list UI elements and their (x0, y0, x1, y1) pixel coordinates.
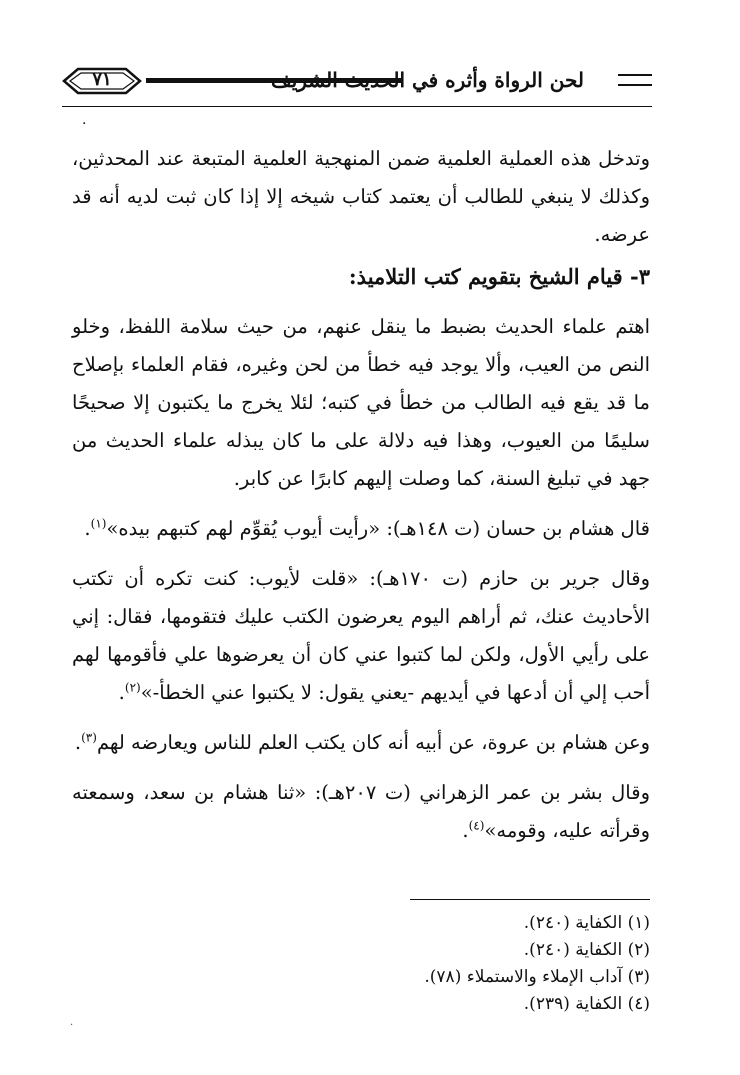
footnote-separator (410, 899, 650, 900)
scan-mark: · (70, 1020, 74, 1031)
footnote: (٣) آداب الإملاء والاستملاء (٧٨). (424, 967, 650, 987)
quote-paragraph (72, 774, 650, 850)
running-header (62, 66, 652, 110)
period: . (74, 731, 82, 754)
footnote-ref: (١) (90, 516, 107, 531)
header-ornament-dash (618, 74, 652, 86)
margin-mark: · (82, 116, 87, 132)
header-title: لحن الرواة وأثره في الحديث الشريف (270, 68, 584, 92)
section-heading: ٣- قيام الشيخ بتقويم كتب التلاميذ: (348, 264, 650, 289)
page-number-badge (62, 66, 142, 96)
page-number: ٧١ (92, 69, 112, 90)
period: . (462, 819, 469, 842)
paragraph: وتدخل هذه العملية العلمية ضمن المنهجية العلمية المتبعة عند المحدثين، وكذلك لا ينبغي للطالب أن يعتمد كتاب شيخه إلا إذا كان ثبت لديه أنه قد عرضه. (72, 147, 650, 246)
period: . (118, 681, 125, 704)
quote-paragraph (72, 510, 650, 548)
footnote-ref: (٤) (468, 818, 485, 833)
footnote: (٤) الكفاية (٢٣٩). (523, 994, 650, 1014)
period: . (84, 517, 91, 540)
header-underline (62, 106, 652, 107)
footnote: (٢) الكفاية (٢٤٠). (523, 940, 650, 960)
quote-text: وقال بشر بن عمر الزهراني (ت ٢٠٧هـ): «ثنا هشام بن سعد، وسمعته وقرأته عليه، وقومه» (72, 781, 650, 842)
quote-paragraph (72, 560, 650, 712)
header-rule (146, 78, 402, 83)
quote-paragraph (72, 724, 650, 762)
quote-text: وعن هشام بن عروة، عن أبيه أنه كان يكتب العلم للناس ويعارضه لهم (96, 731, 650, 754)
main-text (72, 140, 650, 850)
quote-text: وقال جرير بن حازم (ت ١٧٠هـ): «قلت لأيوب: كنت تكره أن تكتب الأحاديث عنك، ثم أراهم اليوم يعرضون الكتب عليك فتقومها، فقال: إني على رأيي الأول، ولكن لما كتبوا عني كان أن يعرضوها علي فأقومها لهم أحب إلي أن أدعها في أيديهم -يعني يقول: لا يكتبوا عني الخطأ-» (72, 567, 650, 704)
footnote-ref: (٣) (81, 730, 97, 745)
footnote: (١) الكفاية (٢٤٠). (523, 913, 650, 933)
footnote-ref: (٢) (124, 680, 141, 695)
footnotes (72, 910, 650, 1018)
quote-text: قال هشام بن حسان (ت ١٤٨هـ): «رأيت أيوب يُقوِّم لهم كتبهم بيده» (106, 517, 650, 540)
paragraph: اهتم علماء الحديث بضبط ما ينقل عنهم، من حيث سلامة اللفظ، وخلو النص من العيب، وألا يوجد فيه خطأ من لحن وغيره، فقام العلماء بإصلاح ما قد يقع فيه الطالب من خطأ في كتبه؛ لئلا يخرج ما يكتبون إلا صحيحًا سليمًا من العيوب، وهذا فيه دلالة على ما كان يبذله علماء الحديث من جهد في تبليغ السنة، كما وصلت إليهم كابرًا عن كابر. (72, 315, 650, 490)
